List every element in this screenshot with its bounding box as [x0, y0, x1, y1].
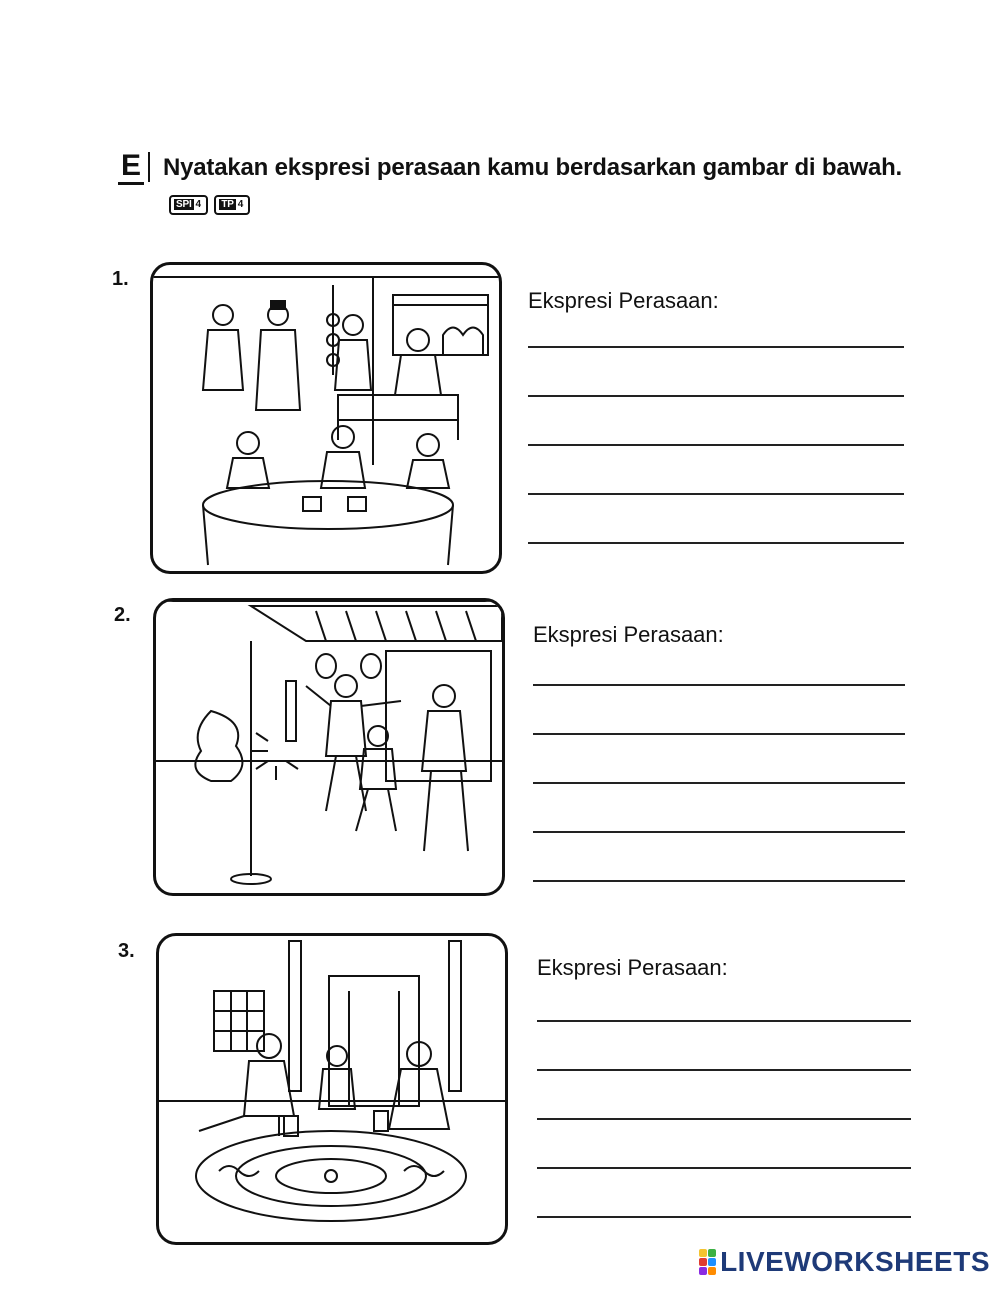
answer-line[interactable]	[537, 1069, 911, 1071]
watermark-text: LIVEWORKSHEETS	[720, 1246, 990, 1277]
spi-badge: SPI 4	[169, 195, 208, 215]
answer-line[interactable]	[528, 346, 904, 348]
logo-square	[699, 1267, 707, 1275]
kolam-drawing-icon	[156, 933, 508, 1245]
answer-line[interactable]	[533, 684, 905, 686]
liveworksheets-logo-icon	[699, 1249, 716, 1275]
logo-square	[708, 1249, 716, 1257]
answer-line[interactable]	[528, 444, 904, 446]
answer-line[interactable]	[528, 493, 904, 495]
logo-square	[708, 1267, 716, 1275]
answer-label: Ekspresi Perasaan:	[533, 622, 724, 647]
answer-line[interactable]	[533, 880, 905, 882]
answer-line[interactable]	[528, 395, 904, 397]
question-number: 1.	[112, 268, 129, 290]
instruction-text	[163, 150, 923, 223]
answer-line[interactable]	[533, 831, 905, 833]
answer-line[interactable]	[533, 733, 905, 735]
section-letter: E	[118, 150, 144, 182]
answer-line[interactable]	[537, 1020, 911, 1022]
family-dining-icon	[150, 262, 502, 574]
answer-label: Ekspresi Perasaan:	[528, 288, 719, 313]
answer-label: Ekspresi Perasaan:	[537, 955, 728, 980]
logo-square	[699, 1258, 707, 1266]
answer-line[interactable]	[537, 1167, 911, 1169]
firecracker-icon	[153, 598, 505, 896]
answer-line[interactable]	[537, 1118, 911, 1120]
logo-square	[708, 1258, 716, 1266]
question-number: 3.	[118, 940, 135, 962]
skill-badges	[169, 187, 250, 223]
answer-line[interactable]	[533, 782, 905, 784]
answer-line[interactable]	[537, 1216, 911, 1218]
answer-line[interactable]	[528, 542, 904, 544]
logo-square	[699, 1249, 707, 1257]
question-number: 2.	[114, 604, 131, 626]
liveworksheets-watermark	[699, 1247, 990, 1277]
tp-badge: TP 4	[214, 195, 250, 215]
instruction-sentence: Nyatakan ekspresi perasaan kamu berdasarkan gambar di bawah.	[163, 154, 903, 181]
